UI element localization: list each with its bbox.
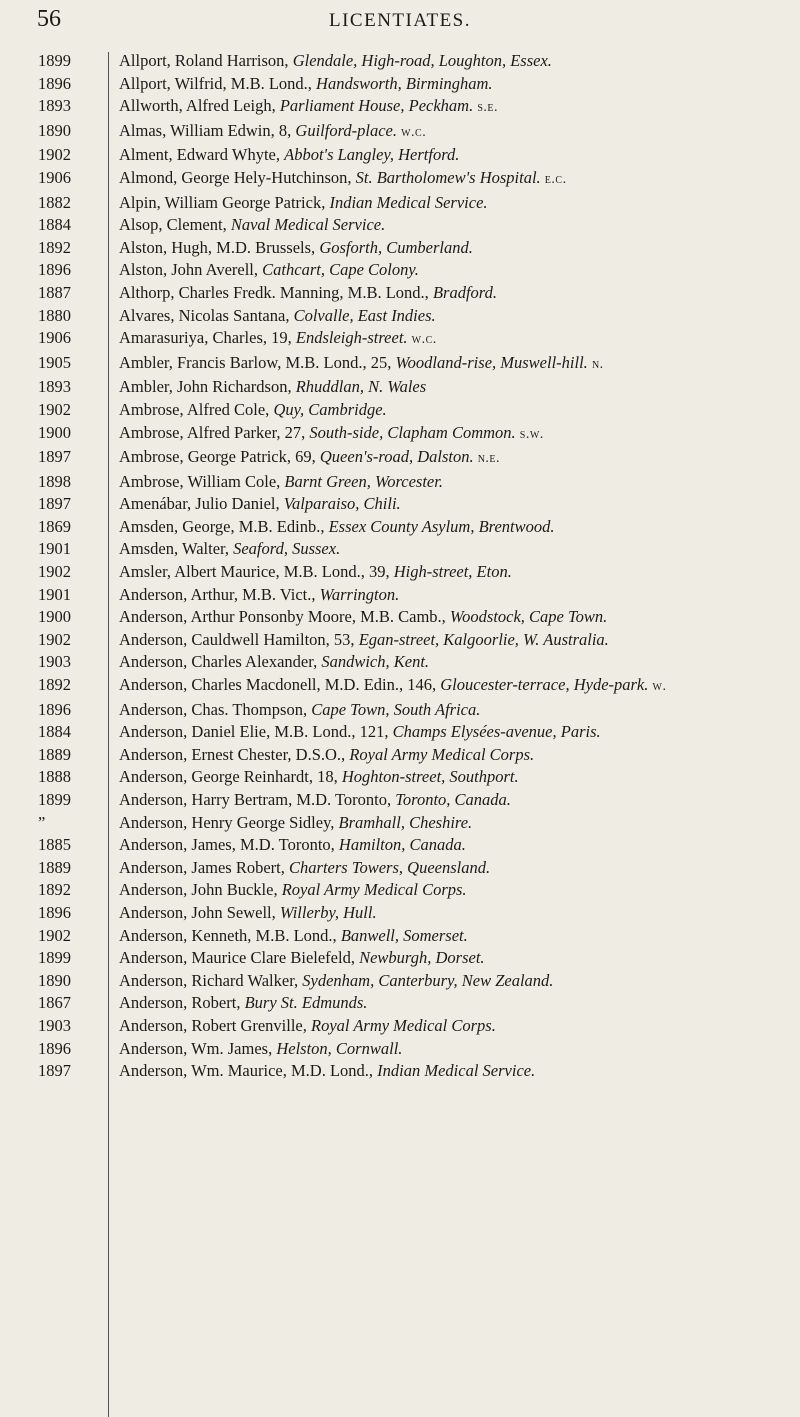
list-item [0,947,800,970]
entry-name: Ambler, Francis Barlow, M.B. Lond., 25, [119,352,396,372]
entry-text [119,327,795,352]
entry-address: Bradford. [432,282,497,302]
entry-address: Cape Town, South Africa. [311,699,481,719]
list-item [0,305,800,328]
entry-text [119,744,795,767]
entry-district: n.e. [477,451,501,467]
entry-year: 1906 [38,328,71,348]
entry-district: w.c. [411,332,437,348]
entry-name: Anderson, Daniel Elie, M.B. Lond., 121, [119,722,393,742]
entry-address: Queen's-road, Dalston. [319,447,474,467]
entry-year: 1902 [38,629,71,649]
list-item [0,606,800,629]
entry-address: South-side, Clapham Common. [309,422,516,442]
entry-name: Amsden, Walter, [119,539,234,559]
entry-year: 1887 [38,282,71,302]
page-header [0,6,800,40]
list-item [0,789,800,812]
entry-district: n. [591,356,604,372]
entry-address: Endsleigh-street. [295,328,408,348]
entry-address: Colvalle, East Indies. [293,305,436,325]
entry-name: Ambrose, Alfred Cole, [119,399,274,419]
entry-name: Anderson, James, M.D. Toronto, [119,835,339,855]
entry-text [119,259,795,282]
entry-address: Seaford, Sussex. [233,539,341,559]
entry-address: Royal Army Medical Corps. [349,744,535,764]
entry-text [119,399,795,422]
entry-address: Egan-street, Kalgoorlie, W. Australia. [358,629,609,649]
entry-name: Anderson, Richard Walker, [119,970,303,990]
list-item [0,120,800,145]
entry-address: Charters Towers, Queensland. [289,857,491,877]
entry-name: Anderson, Harry Bertram, M.D. Toronto, [119,790,396,809]
entry-year: 1905 [38,352,71,372]
entry-year: 1906 [38,167,71,187]
entry-address: Sydenham, Canterbury, New Zealand. [302,970,554,990]
entry-address: Royal Army Medical Corps. [281,880,467,900]
entry-text [119,471,795,494]
entry-address: Guilford-place. [295,120,397,140]
entry-text [119,50,795,73]
entry-text [119,95,795,120]
list-item [0,1015,800,1038]
entry-address: Woodstock, Cape Town. [449,607,608,627]
entry-year: ” [38,812,46,832]
list-item [0,879,800,902]
entry-address: Toronto, Canada. [395,790,511,809]
list-item [0,992,800,1015]
list-item [0,259,800,282]
entry-year: 1902 [38,399,71,419]
entry-year: 1890 [38,120,71,140]
entry-district: w.c. [401,124,427,140]
entry-name: Alpin, William George Patrick, [119,192,330,212]
entry-year: 1892 [38,675,71,695]
entry-address: Indian Medical Service. [377,1061,536,1081]
list-item [0,1060,800,1083]
entry-address: Indian Medical Service. [329,192,488,212]
entry-year: 1890 [38,970,71,990]
list-item [0,925,800,948]
entry-name: Allport, Roland Harrison, [119,51,293,70]
entry-year: 1897 [38,494,71,514]
list-item [0,352,800,377]
entry-address: Newburgh, Dorset. [359,948,485,968]
entry-year: 1888 [38,767,71,787]
entry-name: Anderson, Wm. James, [119,1038,277,1058]
entry-text [119,834,795,857]
list-item [0,95,800,120]
entry-address: Glendale, High-road, Loughton, Essex. [292,51,552,70]
entry-year: 1884 [38,722,71,742]
entry-text [119,584,795,607]
entry-text [119,857,795,880]
entry-name: Anderson, Arthur, M.B. Vict., [119,584,320,604]
list-item [0,144,800,167]
entry-year: 1869 [38,516,71,536]
entry-text [119,1038,795,1061]
entry-name: Allworth, Alfred Leigh, [119,96,280,116]
entry-name: Anderson, Robert Grenville, [119,1015,311,1035]
list-item [0,812,800,835]
entry-name: Amarasuriya, Charles, 19, [119,328,296,348]
entry-text [119,606,795,629]
entry-text [119,970,795,993]
entry-text [119,144,795,167]
list-item [0,651,800,674]
entry-address: Warrington. [319,584,400,604]
entry-year: 1903 [38,652,71,672]
entry-address: Hamilton, Canada. [338,835,466,855]
entry-text [119,305,795,328]
entry-name: Alsop, Clement, [119,215,231,235]
entry-text [119,879,795,902]
entry-district: w. [652,679,667,695]
entry-text [119,1060,795,1083]
entry-year: 1882 [38,192,71,212]
list-item [0,214,800,237]
entry-text [119,422,795,447]
entry-name: Amsler, Albert Maurice, M.B. Lond., 39, [119,562,394,582]
entry-text [119,446,795,471]
entry-text [119,992,795,1015]
list-item [0,516,800,539]
entry-address: Gosforth, Cumberland. [319,237,473,257]
entry-name: Ambler, John Richardson, [119,377,296,397]
entry-name: Ambrose, William Cole, [119,471,285,491]
list-item [0,399,800,422]
entry-address: Essex County Asylum, Brentwood. [328,516,555,536]
licentiate-list [0,50,800,1083]
entry-text [119,73,795,96]
entry-name: Althorp, Charles Fredk. Manning, M.B. Lond., [119,282,433,302]
list-item [0,73,800,96]
list-item [0,282,800,305]
entry-text [119,766,795,789]
list-item [0,167,800,192]
list-item [0,629,800,652]
entry-text [119,376,795,399]
entry-year: 1902 [38,145,71,165]
entry-name: Almas, William Edwin, 8, [119,120,296,140]
entry-name: Anderson, James Robert, [119,857,290,877]
list-item [0,1038,800,1061]
entry-year: 1892 [38,880,71,900]
entry-district: s.w. [519,426,544,442]
entry-year: 1899 [38,790,71,809]
list-item [0,744,800,767]
entry-text [119,947,795,970]
entry-address: Champs Elysées-avenue, Paris. [392,722,601,742]
entry-text [119,493,795,516]
entry-year: 1867 [38,993,71,1013]
list-item [0,471,800,494]
entry-year: 1896 [38,260,71,280]
list-item [0,561,800,584]
entry-text [119,561,795,584]
entry-address: Banwell, Somerset. [340,925,468,945]
entry-year: 1903 [38,1015,71,1035]
entry-text [119,214,795,237]
page-number: 56 [37,6,61,32]
list-item [0,50,800,73]
list-item [0,674,800,699]
entry-name: Anderson, George Reinhardt, 18, [119,767,342,787]
entry-name: Anderson, Charles Macdonell, M.D. Edin., 146, [119,675,441,695]
entry-address: Sandwich, Kent. [321,652,430,672]
entry-year: 1889 [38,857,71,877]
entry-year: 1889 [38,744,71,764]
entry-year: 1899 [38,51,71,70]
running-head: LICENTIATES. [328,10,471,31]
entry-name: Anderson, Wm. Maurice, M.D. Lond., [119,1061,378,1081]
list-item [0,766,800,789]
list-item [0,192,800,215]
entry-text [119,538,795,561]
list-item [0,902,800,925]
list-item [0,857,800,880]
list-item [0,237,800,260]
list-item [0,584,800,607]
entry-name: Alston, John Averell, [119,260,263,280]
entry-text [119,282,795,305]
entry-text [119,699,795,722]
entry-name: Anderson, John Sewell, [119,902,280,922]
entry-text [119,721,795,744]
entry-name: Anderson, Chas. Thompson, [119,699,312,719]
entry-year: 1902 [38,562,71,582]
entry-text [119,192,795,215]
entry-address: Naval Medical Service. [230,215,386,235]
entry-year: 1896 [38,73,71,93]
entry-name: Alston, Hugh, M.D. Brussels, [119,237,320,257]
entry-name: Ambrose, Alfred Parker, 27, [119,422,310,442]
entry-year: 1896 [38,1038,71,1058]
entry-address: Hoghton-street, Southport. [341,767,519,787]
entry-text [119,629,795,652]
entry-name: Anderson, Cauldwell Hamilton, 53, [119,629,359,649]
entry-name: Ambrose, George Patrick, 69, [119,447,320,467]
entry-year: 1896 [38,699,71,719]
entry-address: Rhuddlan, N. Wales [295,377,427,397]
entry-address: Parliament House, Peckham. [279,96,474,116]
entry-text [119,352,795,377]
entry-name: Anderson, John Buckle, [119,880,282,900]
list-item [0,721,800,744]
entry-text [119,812,795,835]
entry-address: St. Bartholomew's Hospital. [355,167,541,187]
entry-text [119,789,795,812]
entry-year: 1899 [38,948,71,968]
entry-year: 1901 [38,584,71,604]
entry-year: 1900 [38,607,71,627]
entry-name: Anderson, Maurice Clare Bielefeld, [119,948,360,968]
entry-year: 1897 [38,447,71,467]
entry-name: Alvares, Nicolas Santana, [119,305,294,325]
entry-district: s.e. [477,100,499,116]
entry-address: Quy, Cambridge. [273,399,387,419]
entry-name: Anderson, Ernest Chester, D.S.O., [119,744,350,764]
entry-address: Abbot's Langley, Hertford. [284,145,460,165]
entry-text [119,1015,795,1038]
entry-text [119,516,795,539]
list-item [0,446,800,471]
entry-year: 1898 [38,471,71,491]
entry-name: Allport, Wilfrid, M.B. Lond., [119,73,317,93]
entry-district: e.c. [544,171,567,187]
entry-address: Helston, Cornwall. [276,1038,403,1058]
entry-address: Willerby, Hull. [279,902,377,922]
entry-year: 1901 [38,539,71,559]
entry-year: 1900 [38,422,71,442]
entry-address: Woodland-rise, Muswell-hill. [395,352,588,372]
entry-year: 1897 [38,1061,71,1081]
entry-name: Anderson, Robert, [119,993,245,1013]
entry-name: Alment, Edward Whyte, [119,145,285,165]
entry-address: Bury St. Edmunds. [244,993,368,1013]
entry-address: Barnt Green, Worcester. [284,471,443,491]
list-item [0,493,800,516]
list-item [0,970,800,993]
list-item [0,422,800,447]
entry-text [119,237,795,260]
entry-address: Bramhall, Cheshire. [338,812,473,832]
entry-text [119,651,795,674]
list-item [0,376,800,399]
entry-year: 1885 [38,835,71,855]
entry-address: High-street, Eton. [393,562,512,582]
entry-address: Handsworth, Birmingham. [316,73,493,93]
entry-name: Amenábar, Julio Daniel, [119,494,284,514]
list-item [0,834,800,857]
list-item [0,327,800,352]
entry-text [119,902,795,925]
entry-year: 1880 [38,305,71,325]
entry-name: Almond, George Hely-Hutchinson, [119,167,356,187]
entry-address: Valparaiso, Chili. [283,494,401,514]
entry-year: 1902 [38,925,71,945]
entry-address: Gloucester-terrace, Hyde-park. [440,675,649,695]
entry-name: Anderson, Charles Alexander, [119,652,322,672]
entry-year: 1892 [38,237,71,257]
entry-text [119,120,795,145]
list-item [0,699,800,722]
entry-address: Royal Army Medical Corps. [311,1015,496,1035]
list-item [0,538,800,561]
entry-name: Amsden, George, M.B. Edinb., [119,516,329,536]
entry-name: Anderson, Kenneth, M.B. Lond., [119,925,341,945]
entry-year: 1893 [38,377,71,397]
entry-year: 1896 [38,902,71,922]
entry-text [119,925,795,948]
entry-name: Anderson, Arthur Ponsonby Moore, M.B. Camb., [119,607,450,627]
entry-text [119,674,795,699]
entry-name: Anderson, Henry George Sidley, [119,812,339,832]
entry-year: 1884 [38,215,71,235]
entry-address: Cathcart, Cape Colony. [262,260,419,280]
entry-year: 1893 [38,96,71,116]
entry-text [119,167,795,192]
